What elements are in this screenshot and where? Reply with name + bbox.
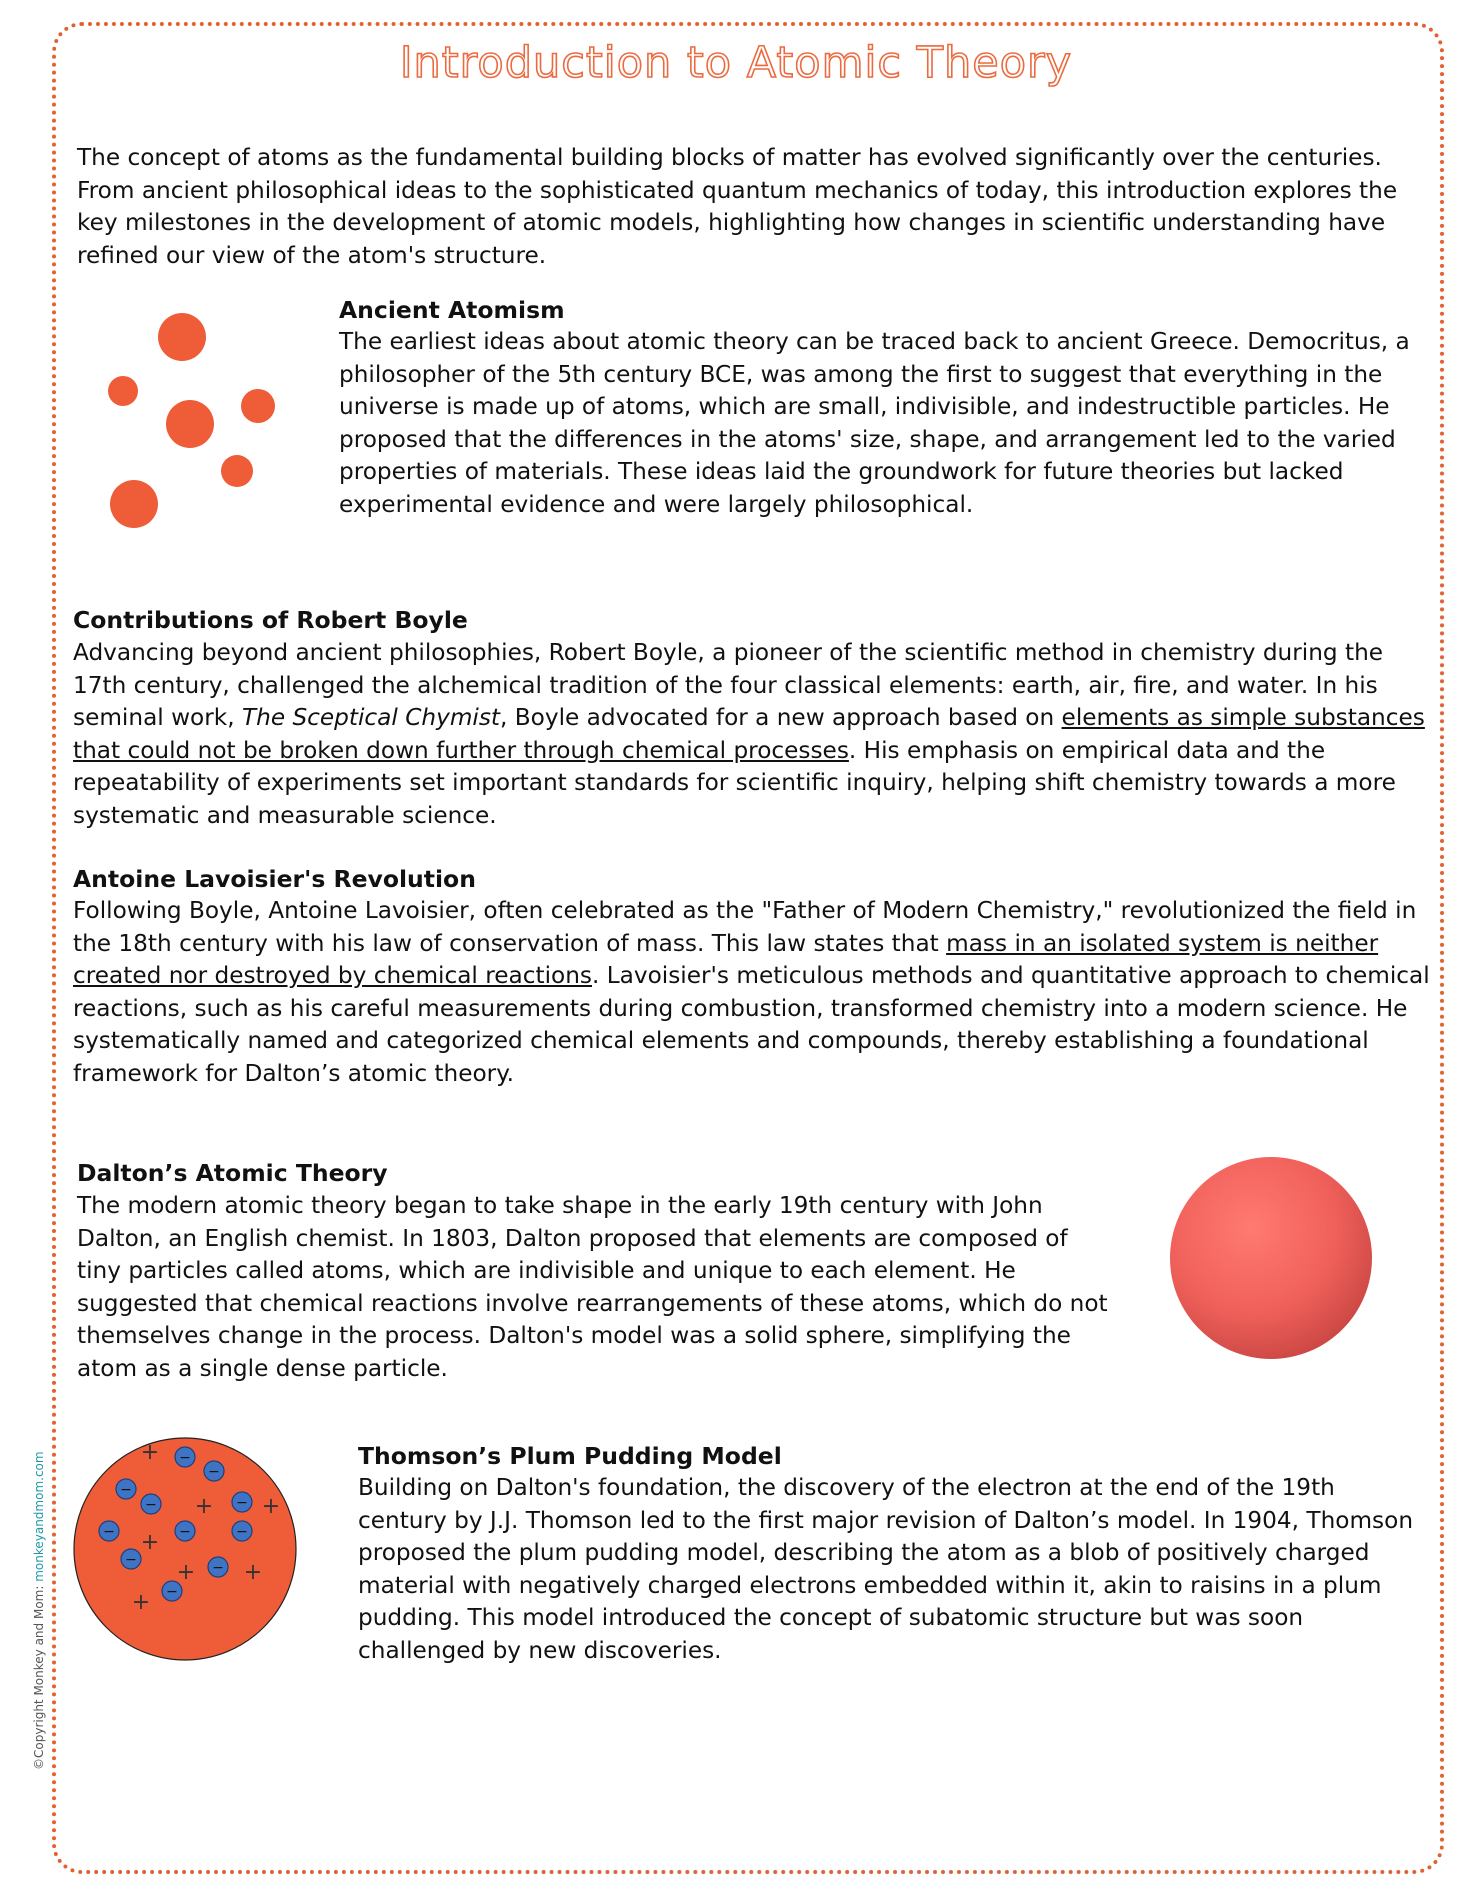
particle <box>108 376 138 406</box>
positive-charge: + <box>176 1560 196 1585</box>
thomson-body: Building on Dalton's foundation, the discovery of the electron at the end of the 19th century by J.J. Thomson led to the first major revision of Dalton’s model. In 1904, Thomson proposed the plum pudding model, describing the atom as a blob of positively charged material with negatively charged electrons embedded within it, akin to raisins in a plum pudding. This model introduced the concept of subatomic structure but was soon challenged by new discoveries. <box>358 1474 1414 1664</box>
negative-charge: − <box>179 1450 191 1466</box>
negative-charge: − <box>236 1524 248 1540</box>
lavoisier-body-text: . Lavoisier's meticulous methods and quantitative approach to chemical reactions, such as his careful measurements during combustion, transformed chemistry into a modern science. He systematically named and categorized chemical elements and compounds, thereby establishing a foundational framework for Dalton’s atomic theory. <box>73 962 1430 1087</box>
intro-paragraph: The concept of atoms as the fundamental building blocks of matter has evolved significantly over the centuries. From ancient philosophical ideas to the sophisticated quantum mechanics of today, this introduction explores the key milestones in the development of atomic models, highlighting how changes in scientific understanding have refined our view of the atom's structure. <box>77 144 1398 269</box>
negative-charge: − <box>166 1584 178 1600</box>
boyle-body <box>73 637 1433 833</box>
negative-charge: − <box>212 1560 224 1576</box>
negative-charge: − <box>145 1497 157 1513</box>
positive-charge: + <box>194 1494 214 1519</box>
dalton-heading: Dalton’s Atomic Theory <box>77 1159 388 1187</box>
dalton-body: The modern atomic theory began to take shape in the early 19th century with John Dalton, an English chemist. In 1803, Dalton proposed that elements are composed of tiny particles called atoms, which are indivisible and unique to each element. He suggested that chemical reactions involve rearrangements of these atoms, which do not themselves change in the process. Dalton's model was a solid sphere, simplifying the atom as a single dense particle. <box>77 1192 1108 1382</box>
boyle-body-text: , Boyle advocated for a new approach based on <box>500 704 1062 732</box>
positive-charge: + <box>261 1494 281 1519</box>
positive-charge: + <box>140 1530 160 1555</box>
ancient-atomism-heading: Ancient Atomism <box>339 296 565 324</box>
dalton-sphere <box>1168 1155 1378 1365</box>
particle <box>221 455 253 487</box>
particle <box>158 313 206 361</box>
negative-charge: − <box>120 1482 132 1498</box>
negative-charge: − <box>208 1464 220 1480</box>
boyle-heading: Contributions of Robert Boyle <box>73 606 468 634</box>
copyright-notice <box>32 1420 46 1770</box>
negative-charge: − <box>179 1524 191 1540</box>
boyle-body-text: Advancing beyond ancient philosophies, Robert Boyle, a pioneer of the scientific method in chemistry during the 17th century, challenged the alchemical tradition of the four classical elements: earth, air, fire, and water. In his seminal work, <box>73 639 1384 732</box>
page-title: Introduction to Atomic Theory <box>399 38 1073 88</box>
negative-charge: − <box>125 1552 137 1568</box>
boyle-key-definition: elements as simple substances that could not be broken down further through chemical processes <box>73 704 1425 764</box>
copyright-site: monkeyandmom.com <box>32 1451 46 1582</box>
lavoisier-heading: Antoine Lavoisier's Revolution <box>73 865 476 893</box>
negative-charge: − <box>103 1524 115 1540</box>
ancient-atomism-body: The earliest ideas about atomic theory can be traced back to ancient Greece. Democritus, a philosopher of the 5th century BCE, was among the first to suggest that everything in the universe is made up of atoms, which are small, indivisible, and indestructible particles. He proposed that the differences in the atoms' size, shape, and arrangement led to the varied properties of materials. These ideas laid the groundwork for future theories but lacked experimental evidence and were largely philosophical. <box>339 328 1410 518</box>
negative-charge: − <box>236 1495 248 1511</box>
particle <box>166 400 214 448</box>
particles-illustration <box>100 305 300 545</box>
boyle-body-text: . His emphasis on empirical data and the repeatability of experiments set important standards for scientific inquiry, helping shift chemistry towards a more systematic and measurable science. <box>73 736 1396 829</box>
book-title: The Sceptical Chymist <box>241 704 501 732</box>
positive-charge: + <box>243 1560 263 1585</box>
conservation-of-mass-definition: mass in an isolated system is neither created nor destroyed by chemical reactions <box>73 929 1379 990</box>
particle <box>110 480 158 528</box>
copyright-text: ©Copyright Monkey and Mom: <box>32 1581 46 1770</box>
pudding-body <box>74 1438 296 1660</box>
lavoisier-body-text: Following Boyle, Antoine Lavoisier, often celebrated as the "Father of Modern Chemistry," revolutionized the field in the 18th century with his law of conservation of mass. This law states that <box>73 897 1417 957</box>
positive-charge: + <box>140 1440 160 1465</box>
plum-pudding-atom <box>73 1437 303 1667</box>
particle <box>241 389 275 423</box>
thomson-heading: Thomson’s Plum Pudding Model <box>358 1442 782 1470</box>
positive-charge: + <box>131 1590 151 1615</box>
lavoisier-body <box>73 895 1445 1091</box>
